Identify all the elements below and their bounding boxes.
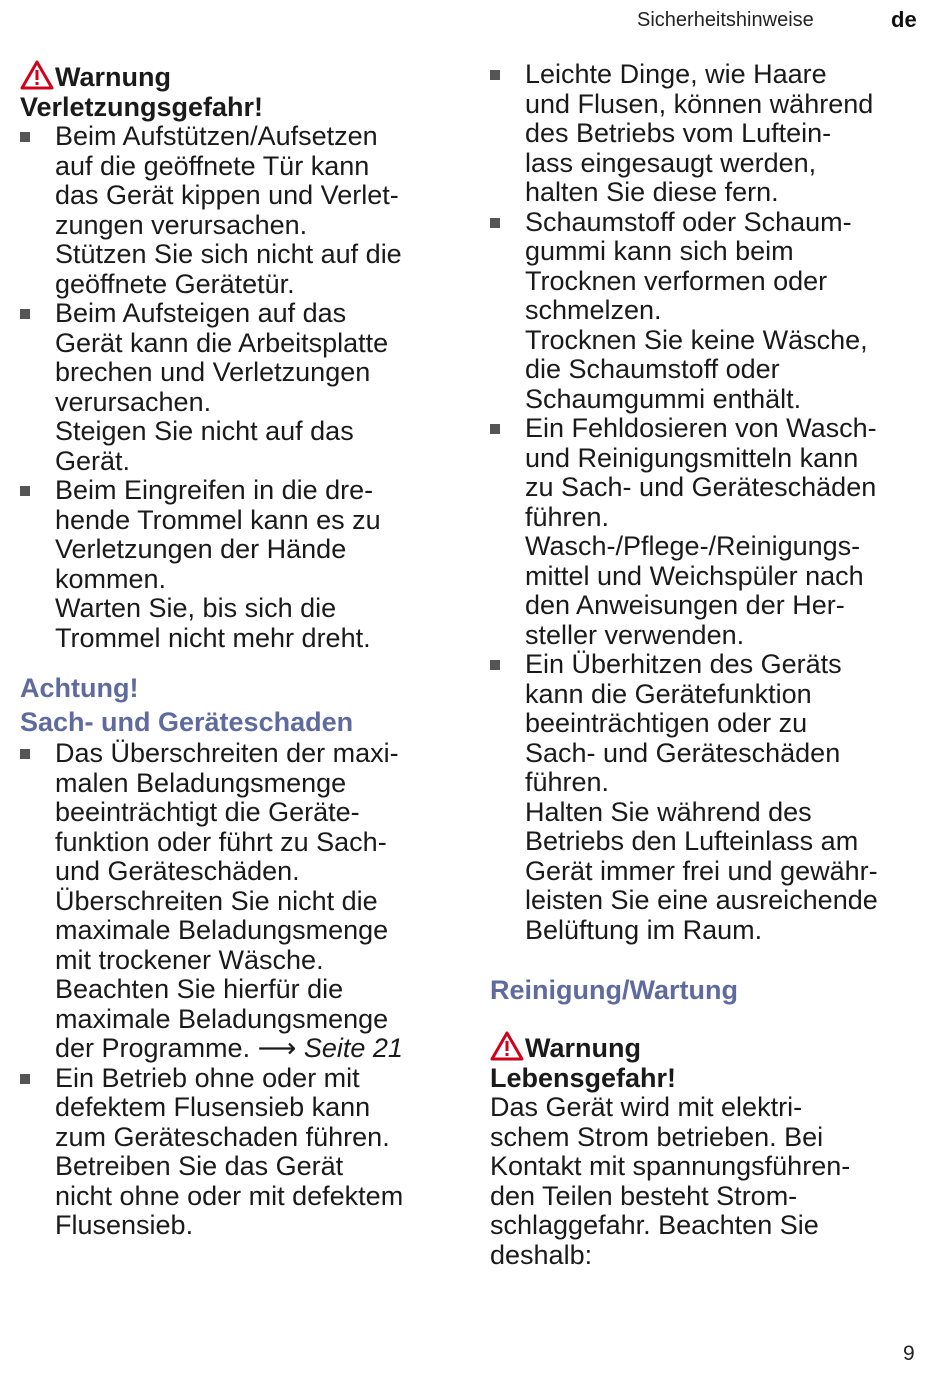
text-line: Gerät immer frei und gewähr-: [525, 855, 878, 886]
text-line: Beim Eingreifen in die dre-: [55, 475, 374, 505]
text-line: und Geräteschäden.: [55, 856, 300, 886]
text-line: Flusensieb.: [55, 1210, 194, 1240]
bullet-square-icon: [20, 309, 30, 319]
text-line: Halten Sie während des: [525, 796, 812, 827]
warning-triangle-icon: [20, 60, 54, 90]
warning-label: Warnung: [525, 1033, 641, 1063]
text-line: Schaumgummi enthält.: [525, 383, 802, 414]
text-line: führen.: [525, 767, 610, 797]
text-fragment: der Programme.: [55, 1033, 251, 1063]
bullet-square-icon: [490, 660, 500, 670]
list-item: [20, 299, 450, 476]
text-line: den Teilen besteht Strom-: [490, 1180, 798, 1211]
text-line-with-reference: [55, 1034, 450, 1064]
attention-block: [20, 671, 450, 1241]
arrow-right-icon: ⟶: [257, 1033, 297, 1063]
text-line: Wasch-/Pflege-/Reinigungs-: [525, 531, 861, 561]
text-line: brechen und Verletzungen: [55, 357, 371, 387]
text-line: funktion oder führt zu Sach-: [55, 826, 387, 857]
text-line: zu Sach- und Geräteschäden: [525, 472, 877, 502]
text-line: Das Gerät wird mit elektri-: [490, 1092, 803, 1122]
text-line: Leichte Dinge, wie Haare: [525, 59, 827, 89]
text-line: schlaggefahr. Beachten Sie: [490, 1210, 819, 1240]
text-line: kann die Gerätefunktion: [525, 678, 812, 709]
text-line: gummi kann sich beim: [525, 236, 794, 266]
text-line: maximale Beladungsmenge: [55, 915, 389, 945]
text-line: nicht ohne oder mit defektem: [55, 1180, 404, 1211]
text-line: Beim Aufstützen/Aufsetzen: [55, 121, 378, 151]
text-line: schem Strom betrieben. Bei: [490, 1121, 824, 1152]
text-line: kommen.: [55, 563, 167, 594]
list-item: [490, 60, 930, 208]
right-warning-list: [490, 60, 930, 945]
text-line: zum Geräteschaden führen.: [55, 1121, 390, 1152]
text-line: deshalb:: [490, 1239, 593, 1270]
text-line: Sach- und Geräteschäden: [525, 737, 841, 768]
text-line: und Reinigungsmitteln kann: [525, 442, 859, 473]
text-line: geöffnete Gerätetür.: [55, 268, 295, 299]
bullet-square-icon: [490, 424, 500, 434]
text-line: Ein Fehldosieren von Wasch-: [525, 413, 877, 443]
text-line: beeinträchtigt die Geräte-: [55, 797, 360, 827]
bullet-square-icon: [20, 1074, 30, 1084]
left-column: [20, 60, 450, 1241]
text-line: auf die geöffnete Tür kann: [55, 150, 370, 181]
warning-list: [20, 122, 450, 653]
warning-subtitle: Verletzungsgefahr!: [20, 91, 264, 122]
text-line: die Schaumstoff oder: [525, 354, 780, 384]
warning-label: Warnung: [55, 62, 171, 92]
text-line: beeinträchtigen oder zu: [525, 708, 808, 738]
text-line: defektem Flusensieb kann: [55, 1092, 371, 1122]
warning-subtitle: Lebensgefahr!: [490, 1062, 677, 1093]
text-line: Ein Betrieb ohne oder mit: [55, 1062, 360, 1093]
text-line: und Flusen, können während: [525, 88, 874, 119]
warning-body-text: [490, 1093, 930, 1270]
text-line: Verletzungen der Hände: [55, 534, 347, 564]
text-line: Trocknen Sie keine Wäsche,: [525, 324, 868, 355]
attention-label: Achtung!: [20, 673, 139, 703]
list-item: [490, 414, 930, 650]
bullet-square-icon: [20, 132, 30, 142]
text-line: maximale Beladungsmenge: [55, 1003, 389, 1034]
text-line: den Anweisungen der Her-: [525, 590, 845, 620]
text-line: Warten Sie, bis sich die: [55, 593, 337, 623]
bullet-square-icon: [20, 486, 30, 496]
text-line: Beachten Sie hierfür die: [55, 974, 344, 1004]
text-line: malen Beladungsmenge: [55, 767, 347, 798]
list-item: [20, 739, 450, 1064]
bullet-square-icon: [490, 70, 500, 80]
text-line: Überschreiten Sie nicht die: [55, 885, 378, 916]
page-reference-link[interactable]: Seite 21: [303, 1033, 403, 1063]
text-line: Schaumstoff oder Schaum-: [525, 206, 852, 237]
text-line: Kontakt mit spannungsführen-: [490, 1151, 851, 1181]
text-line: das Gerät kippen und Verlet-: [55, 180, 399, 210]
warning-triangle-icon: [490, 1031, 524, 1061]
text-line: Gerät.: [55, 445, 131, 476]
text-line: Betriebs den Lufteinlass am: [525, 826, 859, 856]
text-line: lass eingesaugt werden,: [525, 147, 817, 178]
text-line: Belüftung im Raum.: [525, 914, 763, 945]
text-line: Gerät kann die Arbeitsplatte: [55, 327, 389, 358]
text-line: führen.: [525, 501, 610, 532]
header-language-code: de: [891, 7, 917, 32]
attention-subtitle: Sach- und Geräteschaden: [20, 707, 354, 737]
list-item: [20, 476, 450, 653]
warning-heading: [20, 60, 450, 93]
list-item: [20, 122, 450, 299]
text-line: mit trockener Wäsche.: [55, 944, 324, 975]
text-line: Trocknen verformen oder: [525, 265, 828, 296]
list-item: [490, 650, 930, 945]
text-line: zungen verursachen.: [55, 209, 308, 240]
list-item: [490, 208, 930, 415]
text-line: schmelzen.: [525, 295, 662, 325]
text-line: Trommel nicht mehr dreht.: [55, 622, 371, 653]
warning-heading: [490, 1031, 930, 1064]
life-danger-warning: [490, 1031, 930, 1270]
bullet-square-icon: [20, 749, 30, 759]
bullet-square-icon: [490, 218, 500, 228]
page-number: 9: [903, 1342, 915, 1365]
text-line: des Betriebs vom Luftein-: [525, 118, 832, 148]
text-line: Das Überschreiten der maxi-: [55, 738, 399, 768]
text-line: leisten Sie eine ausreichende: [525, 885, 878, 915]
text-line: Stützen Sie sich nicht auf die: [55, 239, 402, 269]
text-line: hende Trommel kann es zu: [55, 504, 381, 535]
text-line: mittel und Weichspüler nach: [525, 560, 864, 591]
cleaning-section-title: Reinigung/Wartung: [490, 975, 738, 1005]
text-line: Steigen Sie nicht auf das: [55, 416, 354, 446]
right-column: [490, 60, 930, 1270]
list-item: [20, 1064, 450, 1241]
text-line: steller verwenden.: [525, 619, 745, 650]
header-section-title: Sicherheitshinweise: [637, 9, 814, 31]
text-line: Ein Überhitzen des Geräts: [525, 649, 842, 679]
text-line: Beim Aufsteigen auf das: [55, 298, 347, 328]
text-line: halten Sie diese fern.: [525, 177, 779, 207]
attention-list: [20, 739, 450, 1241]
text-line: verursachen.: [55, 386, 212, 417]
text-line: Betreiben Sie das Gerät: [55, 1151, 344, 1181]
